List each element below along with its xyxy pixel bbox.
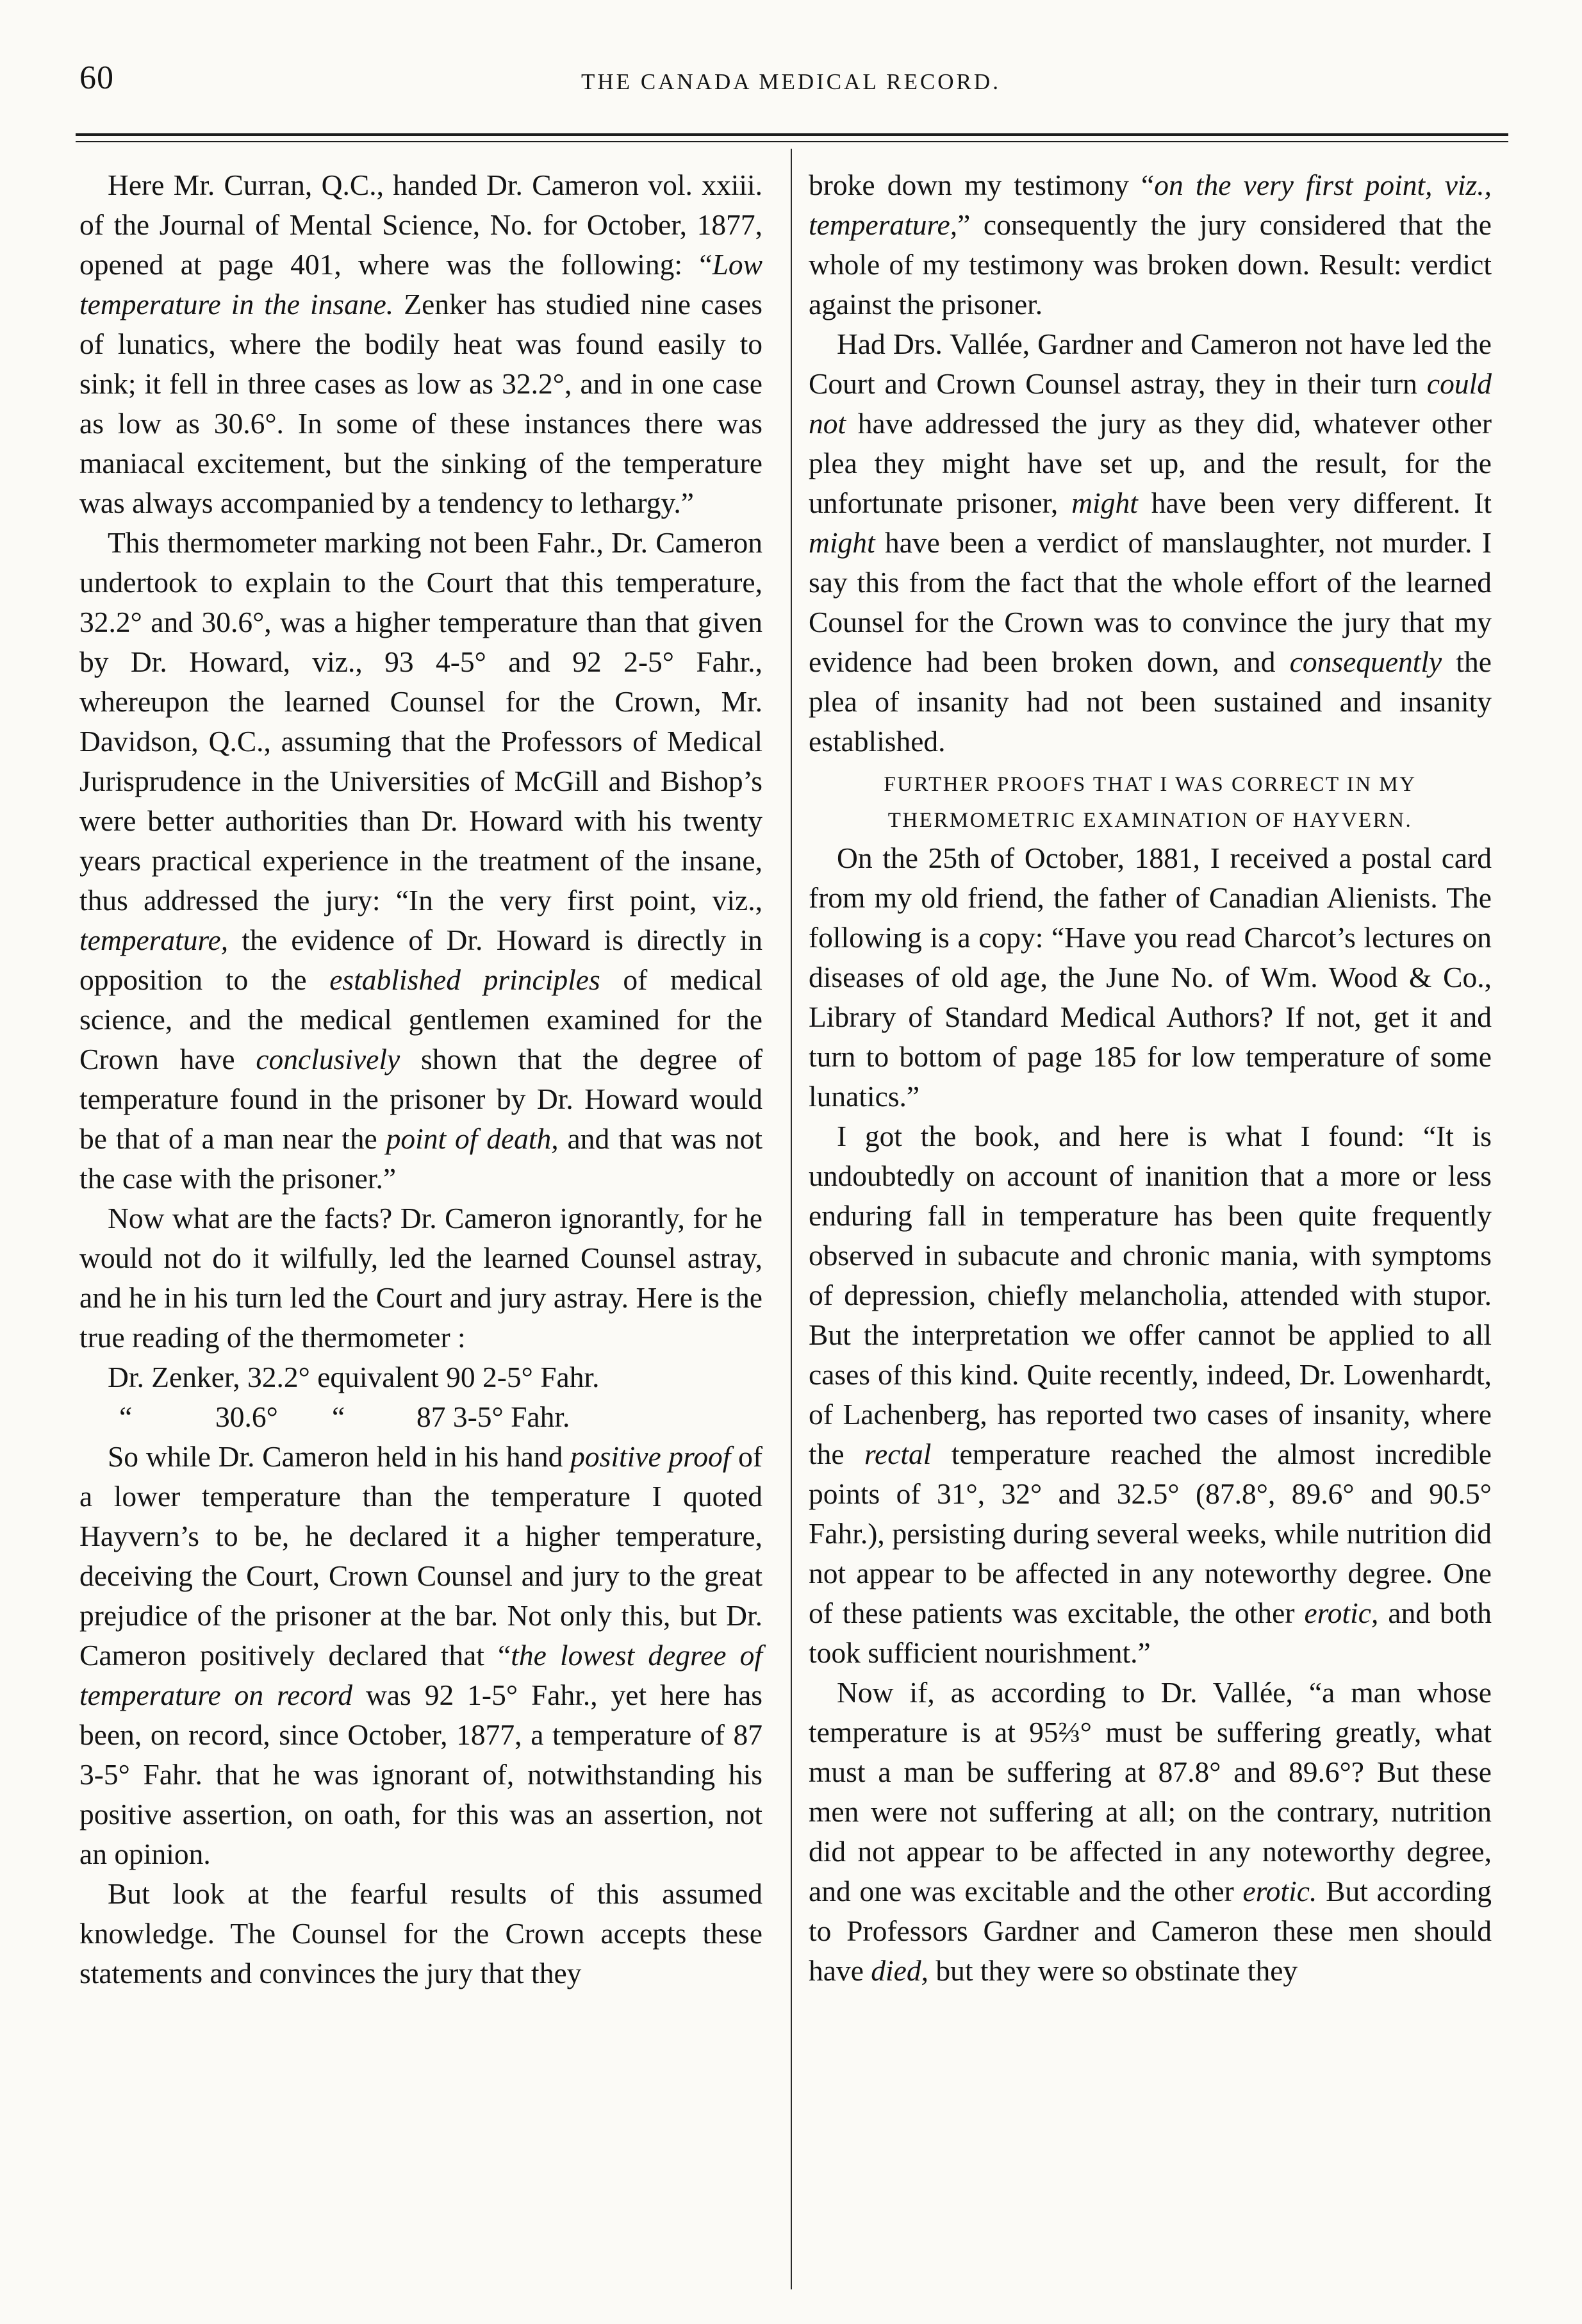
paragraph: Now what are the facts? Dr. Cameron ignorantly, for he would not do it wilfully, led the learned Counsel astray, and he in his turn led the Court and jury astray. Here is the true reading of the thermometer : [79, 1202, 762, 1354]
header-rule-thin [76, 141, 1508, 142]
paragraph: Now if, as according to Dr. Vallée, “a man whose temperature is at 95⅔° must be suffering greatly, what must a man be suffering at 87.8° and 89.6°? But these men were not suffering at all; on the contrary, nutrition did not appear to be affected in any noteworthy degree, and one was excitable and the other erotic. But according to Professors Gardner and Cameron these men should have died, but they were so obstinate they [809, 1676, 1492, 1987]
paragraph: But look at the fearful results of this assumed knowledge. The Counsel for the Crown accepts these statements and convinces the jury that they [79, 1877, 762, 1989]
section-heading: FURTHER PROOFS THAT I WAS CORRECT IN MY THERMOMETRIC EXAMINATION OF HAYVERN. [884, 773, 1417, 832]
paragraph: Here Mr. Curran, Q.C., handed Dr. Cameron vol. xxiii. of the Journal of Mental Science, No. for October, 1877, opened at page 401, where was the following: “Low temperature in the insane. Zenker has studied nine cases of lunatics, where the bodily heat was found easily to sink; it fell in three cases as low as 32.2°, and in one case as low as 30.6°. In some of these instances there was maniacal excitement, but the sinking of the temperature was always accompanied by a tendency to lethargy.” [79, 169, 762, 519]
column-divider [791, 149, 792, 2289]
paragraph: This thermometer marking not been Fahr., Dr. Cameron undertook to explain to the Court that this temperature, 32.2° and 30.6°, was a higher temperature than that given by Dr. Howard, viz., 93 4-5° and 92 2-5° Fahr., whereupon the learned Counsel for the Crown, Mr. Davidson, Q.C., assuming that the Professors of Medical Jurisprudence in the Universities of McGill and Bishop’s were better authorities than Dr. Howard with his twenty years practical experience in the treatment of the insane, thus addressed the jury: “In the very first point, viz., temperature, the evidence of Dr. Howard is directly in opposition to the established principles of medical science, and the medical gentlemen examined for the Crown have conclusively shown that the degree of temperature found in the prisoner by Dr. Howard would be that of a man near the point of death, and that was not the case with the prisoner.” [79, 526, 762, 1195]
thermometer-reading: “ 30.6° “ 87 3-5° Fahr. [119, 1400, 570, 1433]
header-rule-thick [76, 133, 1508, 136]
left-column [79, 165, 762, 1993]
paragraph: So while Dr. Cameron held in his hand positive proof of a lower temperature than the temperature I quoted Hayvern’s to be, he declared it a higher temperature, deceiving the Court, Crown Counsel and jury to the great prejudice of the prisoner at the bar. Not only this, but Dr. Cameron positively declared that “the lowest degree of temperature on record was 92 1-5° Fahr., yet here has been, on record, since October, 1877, a temperature of 87 3-5° Fahr. that he was ignorant of, notwithstanding his positive assertion, on oath, for this was an assertion, not an opinion. [79, 1440, 763, 1870]
page-number: 60 [79, 60, 114, 96]
paragraph: On the 25th of October, 1881, I received a postal card from my old friend, the father of Canadian Alienists. The following is a copy: “Have you read Charcot’s lectures on diseases of old age, the June No. of Wm. Wood & Co., Library of Standard Medical Authors? If not, get it and turn to bottom of page 185 for low temperature of some lunatics.” [809, 842, 1492, 1113]
thermometer-reading: Dr. Zenker, 32.2° equivalent 90 2-5° Fahr. [108, 1361, 600, 1393]
paragraph: Had Drs. Vallée, Gardner and Cameron not have led the Court and Crown Counsel astray, they in their turn could not have addressed the jury as they did, whatever other plea they might have set up, and the result, for the unfortunate prisoner, might have been very different. It might have been a verdict of manslaughter, not murder. I say this from the fact that the whole effort of the learned Counsel for the Crown was to convince the jury that my evidence had been broken down, and consequently the plea of insanity had not been sustained and insanity established. [809, 328, 1492, 758]
running-head: THE CANADA MEDICAL RECORD. [581, 69, 1001, 94]
paragraph: I got the book, and here is what I found: “It is undoubtedly on account of inanition that a more or less enduring fall in temperature has been quite frequently observed in subacute and chronic mania, with symptoms of depression, chiefly melancholia, attended with stupor. But the interpretation we offer cannot be applied to all cases of this kind. Quite recently, indeed, Dr. Lowenhardt, of Lachenberg, has reported two cases of insanity, where the rectal temperature reached the almost incredible points of 31°, 32° and 32.5° (87.8°, 89.6° and 90.5° Fahr.), persisting during several weeks, while nutrition did not appear to be affected in any noteworthy degree. One of these patients was excitable, the other erotic, and both took sufficient nourishment.” [809, 1120, 1492, 1669]
right-column [809, 165, 1492, 1991]
paragraph: broke down my testimony “on the very first point, viz., temperature,” consequently the jury considered that the whole of my testimony was broken down. Result: verdict against the prisoner. [809, 169, 1492, 320]
